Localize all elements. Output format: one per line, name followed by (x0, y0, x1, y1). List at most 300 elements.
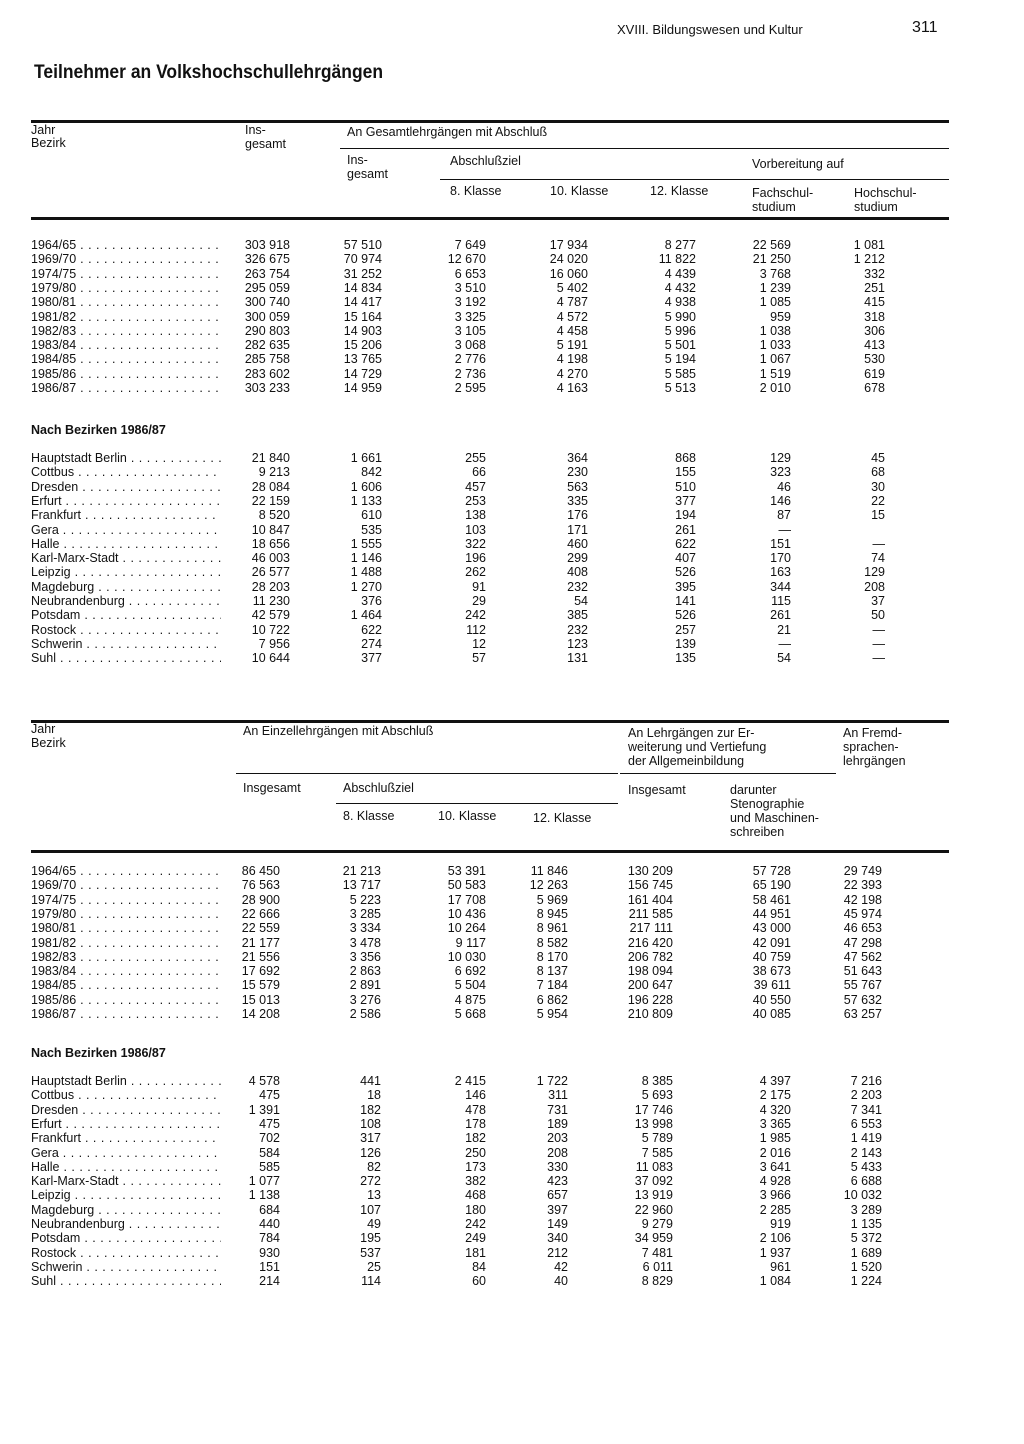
table-row (0, 352, 1024, 366)
table-cell: 17 692 (241, 964, 280, 979)
table-cell: 74 (871, 551, 885, 566)
col-header-vorbereitung: Vorbereitung auf (752, 157, 844, 171)
table-cell: 8 829 (641, 1274, 673, 1289)
table-cell: 1 033 (759, 338, 791, 353)
table-cell: 6 692 (454, 964, 486, 979)
col-header-darunter-3: und Maschinen- (730, 811, 819, 825)
table-cell: 57 (472, 651, 486, 666)
table-cell: 6 653 (454, 266, 486, 281)
table-cell: 1 084 (759, 1274, 791, 1289)
table-cell: 3 365 (759, 1116, 791, 1131)
col-header-bezirk: Bezirk (31, 136, 66, 150)
table-cell: 340 (547, 1231, 568, 1246)
table-row (0, 921, 1024, 935)
table-cell: 657 (547, 1188, 568, 1203)
table-cell: 919 (770, 1217, 791, 1231)
table-cell: 123 (567, 636, 588, 651)
table-cell: 14 959 (343, 381, 382, 395)
table-cell: 46 (777, 479, 791, 494)
row-label: Neubrandenburg . . . (31, 1217, 221, 1231)
header-bottom-rule (31, 850, 949, 853)
table-row (0, 1131, 1024, 1145)
table-cell: 232 (567, 622, 588, 637)
table-cell: 15 579 (241, 978, 280, 993)
table-cell: 2 586 (349, 1007, 381, 1021)
table-cell: 11 230 (252, 594, 290, 608)
row-label: 1985/86 . . . (31, 367, 221, 381)
table-cell: 2 010 (759, 381, 791, 395)
table-cell: 10 644 (251, 651, 290, 666)
table-cell: 5 501 (664, 338, 696, 353)
table-cell: 6 688 (850, 1174, 882, 1189)
table-cell: 182 (465, 1131, 486, 1146)
table-cell: 413 (864, 338, 885, 353)
table-row (0, 1074, 1024, 1088)
table-cell: 323 (770, 465, 791, 480)
table-cell: 10 264 (447, 921, 486, 936)
table-cell: 129 (770, 451, 791, 465)
table-cell: 6 011 (642, 1259, 673, 1274)
table-cell: 5 990 (664, 309, 696, 324)
header-rule (440, 179, 949, 180)
table-cell: 5 513 (664, 381, 696, 395)
col-header-hochschul-2: studium (854, 200, 898, 214)
table-cell: 14 729 (343, 366, 382, 381)
table-cell: 13 717 (342, 878, 381, 893)
table-cell: 82 (367, 1159, 381, 1174)
table-cell: — (872, 651, 885, 666)
table-cell: 18 (367, 1088, 381, 1103)
table-cell: 344 (770, 579, 791, 594)
table-cell: 54 (574, 594, 588, 608)
table-cell: 2 736 (454, 366, 486, 381)
table-cell: 5 433 (850, 1159, 882, 1174)
table-cell: 249 (465, 1231, 486, 1246)
col-header-insgesamt-2: Insgesamt (628, 783, 686, 797)
table-cell: — (872, 636, 885, 651)
table-cell: 4 458 (556, 323, 588, 338)
table-cell: 2 143 (850, 1145, 882, 1160)
table-cell: 261 (770, 608, 791, 623)
table-cell: 242 (465, 1217, 486, 1231)
col-header-kl10: 10. Klasse (550, 184, 609, 198)
table-cell: 407 (675, 551, 696, 566)
table-cell: 43 000 (752, 921, 791, 936)
table-cell: 129 (864, 565, 885, 580)
table-cell: 130 209 (627, 864, 673, 878)
table-cell: 51 643 (843, 964, 882, 979)
table-cell: 326 675 (244, 252, 290, 267)
table-row (0, 281, 1024, 295)
row-label: Gera . . . (31, 523, 221, 537)
table-cell: 55 767 (843, 978, 882, 993)
table-cell: 37 (871, 594, 885, 608)
table-cell: 21 177 (241, 935, 280, 950)
row-label: 1964/65 . . . (31, 238, 221, 252)
table-cell: 8 945 (536, 906, 568, 921)
table-cell: 317 (360, 1131, 381, 1146)
table-cell: 9 279 (641, 1217, 673, 1231)
table-cell: 535 (361, 522, 382, 537)
table-cell: 622 (675, 536, 696, 551)
table-row (0, 978, 1024, 992)
table-row (0, 238, 1024, 252)
table-row (0, 637, 1024, 651)
table-row (0, 864, 1024, 878)
table-cell: 58 461 (752, 892, 791, 907)
table-cell: 16 060 (549, 266, 588, 281)
table-cell: 1 077 (248, 1174, 280, 1189)
table-cell: 5 223 (349, 892, 381, 907)
row-label: 1974/75 . . . (31, 267, 221, 281)
table-cell: 15 013 (241, 992, 280, 1007)
row-label: 1969/70 . . . (31, 878, 221, 892)
row-label: 1974/75 . . . (31, 893, 221, 907)
table-cell: 176 (567, 508, 588, 523)
table-cell: 257 (675, 622, 696, 637)
table-cell: 131 (567, 651, 588, 666)
table-cell: 1 606 (350, 479, 382, 494)
table-cell: — (872, 622, 885, 637)
table-cell: 11 846 (530, 864, 568, 878)
row-label: Cottbus . . . (31, 465, 221, 479)
table-cell: 2 863 (349, 964, 381, 979)
table-cell: 1 270 (350, 579, 382, 594)
table-cell: 2 175 (759, 1088, 791, 1103)
table-cell: 4 432 (664, 280, 696, 295)
header-bottom-rule (31, 217, 949, 220)
table-cell: 139 (675, 636, 696, 651)
col-header-erweiterung: An Lehrgängen zur Er- (628, 726, 755, 740)
table-row (0, 494, 1024, 508)
table-cell: 8 137 (536, 964, 568, 979)
table-top-rule (31, 720, 949, 723)
table-row (0, 907, 1024, 921)
table-cell: 1 519 (759, 366, 791, 381)
table-cell: 300 059 (244, 309, 290, 324)
table-row (0, 480, 1024, 494)
table-cell: 5 954 (536, 1007, 568, 1021)
table-cell: 112 (466, 622, 486, 637)
table-cell: 214 (259, 1274, 280, 1289)
table-cell: 251 (864, 280, 885, 295)
table-cell: 196 (465, 551, 486, 566)
table-cell: 22 666 (241, 906, 280, 921)
table-cell: 42 579 (251, 608, 290, 623)
table-cell: 4 397 (759, 1074, 791, 1088)
table-cell: 1 138 (248, 1188, 280, 1203)
col-header-insgesamt: Ins- (245, 123, 266, 137)
table-top-rule (31, 120, 949, 123)
table-cell: 272 (360, 1174, 381, 1189)
table-cell: 311 (548, 1088, 568, 1103)
row-label: 1982/83 . . . (31, 324, 221, 338)
table-row (0, 465, 1024, 479)
row-label: 1979/80 . . . (31, 907, 221, 921)
table-cell: 7 649 (454, 238, 486, 252)
table-cell: 5 969 (536, 892, 568, 907)
table-row (0, 565, 1024, 579)
table-cell: 178 (465, 1116, 486, 1131)
table-cell: 7 481 (641, 1245, 673, 1260)
table-row (0, 1088, 1024, 1102)
table-cell: 382 (465, 1174, 486, 1189)
table-cell: 198 094 (627, 964, 673, 979)
table-cell: 14 208 (241, 1007, 280, 1021)
table-cell: 2 415 (454, 1074, 486, 1088)
table-cell: 115 (771, 594, 791, 608)
table-cell: 619 (864, 366, 885, 381)
table-cell: 14 417 (343, 295, 382, 310)
table-row (0, 964, 1024, 978)
table-cell: 151 (259, 1259, 280, 1274)
table-row (0, 310, 1024, 324)
table-cell: 1 464 (350, 608, 382, 623)
table-row (0, 893, 1024, 907)
table-cell: 684 (259, 1202, 280, 1217)
table-row (0, 950, 1024, 964)
col-header-einzellehrgaenge: An Einzellehrgängen mit Abschluß (243, 724, 434, 738)
row-label: Magdeburg . . . (31, 580, 221, 594)
table-cell: 29 749 (843, 864, 882, 878)
table-cell: 7 341 (850, 1102, 882, 1117)
table-cell: 182 (360, 1102, 381, 1117)
table-cell: 423 (547, 1174, 568, 1189)
table-cell: 40 759 (752, 949, 791, 964)
col-header-kl10: 10. Klasse (438, 809, 497, 823)
row-label: Frankfurt . . . (31, 1131, 221, 1145)
col-header-fachschul-2: studium (752, 200, 796, 214)
table-cell: 1 937 (759, 1245, 791, 1260)
table-cell: 25 (367, 1259, 381, 1274)
table-cell: 274 (361, 636, 382, 651)
table-cell: 4 270 (556, 366, 588, 381)
table-cell: 38 673 (752, 964, 791, 979)
row-label: Cottbus . . . (31, 1088, 221, 1102)
table-cell: 415 (864, 295, 885, 310)
table-cell: 47 298 (843, 935, 882, 950)
row-label: Dresden . . . (31, 480, 221, 494)
table-cell: 1 722 (536, 1074, 568, 1088)
table-cell: 34 959 (634, 1231, 673, 1246)
row-label: Dresden . . . (31, 1103, 221, 1117)
table-cell: 194 (675, 508, 696, 523)
row-label: Schwerin . . . (31, 637, 221, 651)
table-cell: 57 728 (752, 864, 791, 878)
table-cell: 40 550 (752, 992, 791, 1007)
table-row (0, 580, 1024, 594)
table-cell: 2 595 (454, 381, 486, 395)
row-label: Halle . . . (31, 1160, 221, 1174)
row-label: Hauptstadt Berlin . . . (31, 1074, 221, 1088)
row-label: 1969/70 . . . (31, 252, 221, 266)
table-cell: 42 (554, 1259, 568, 1274)
col-header-kl8: 8. Klasse (343, 809, 395, 823)
table-cell: 1 661 (350, 451, 382, 465)
table-cell: 678 (864, 381, 885, 395)
table-cell: 3 641 (759, 1159, 791, 1174)
col-header-insgesamt-sub-2: gesamt (347, 167, 388, 181)
table-cell: 1 488 (350, 565, 382, 580)
page-number: 311 (912, 19, 938, 36)
table-cell: 10 847 (251, 522, 290, 537)
table-cell: 3 192 (454, 295, 486, 310)
table-cell: 377 (675, 493, 696, 508)
table-cell: 10 722 (251, 622, 290, 637)
table-cell: 22 393 (843, 878, 882, 893)
table-cell: 4 938 (664, 295, 696, 310)
row-label: 1986/87 . . . (31, 381, 221, 395)
header-rule (340, 148, 949, 149)
table-cell: 584 (259, 1145, 280, 1160)
row-label: Erfurt . . . (31, 1117, 221, 1131)
table-cell: 478 (465, 1102, 486, 1117)
row-label: 1984/85 . . . (31, 978, 221, 992)
table-cell: 8 520 (258, 508, 290, 523)
table-cell: 45 974 (843, 906, 882, 921)
table-cell: 961 (770, 1259, 791, 1274)
table-cell: 10 436 (447, 906, 486, 921)
row-label: Magdeburg . . . (31, 1203, 221, 1217)
table-cell: 475 (259, 1116, 280, 1131)
table-cell: — (778, 522, 791, 537)
table-row (0, 1160, 1024, 1174)
table-cell: 1 689 (850, 1245, 882, 1260)
table-cell: 1 067 (759, 352, 791, 367)
table-cell: 84 (472, 1259, 486, 1274)
row-label: Rostock . . . (31, 1246, 221, 1260)
table-row (0, 1246, 1024, 1260)
table-cell: 510 (675, 479, 696, 494)
table-cell: 14 903 (343, 323, 382, 338)
col-header-kl12: 12. Klasse (650, 184, 709, 198)
table-cell: 5 191 (556, 338, 588, 353)
row-label: Karl-Marx-Stadt . . . (31, 1174, 221, 1188)
table-cell: 203 (547, 1131, 568, 1146)
table-cell: 3 768 (759, 266, 791, 281)
table-cell: 86 450 (241, 864, 280, 878)
table-cell: 63 257 (843, 1007, 882, 1021)
table-cell: 1 391 (248, 1102, 280, 1117)
table-cell: 6 553 (850, 1116, 882, 1131)
table-cell: 3 510 (454, 280, 486, 295)
table-cell: 42 091 (752, 935, 791, 950)
table-cell: 5 585 (664, 366, 696, 381)
table-cell: 22 (871, 493, 885, 508)
table-cell: 8 961 (536, 921, 568, 936)
table-cell: 13 (367, 1188, 381, 1203)
row-label: Halle . . . (31, 537, 221, 551)
row-label: 1983/84 . . . (31, 964, 221, 978)
col-header-darunter-4: schreiben (730, 825, 785, 839)
table-cell: 135 (675, 651, 696, 666)
table-cell: 3 285 (349, 906, 381, 921)
table-cell: 68 (871, 465, 885, 480)
table-cell: 8 277 (664, 238, 696, 252)
table-cell: 530 (864, 352, 885, 367)
table-cell: 40 085 (752, 1007, 791, 1021)
table-cell: 28 203 (251, 579, 290, 594)
table-cell: 332 (864, 266, 885, 281)
row-label: Neubrandenburg . . . (31, 594, 221, 608)
table-cell: 1 520 (850, 1259, 882, 1274)
col-header-hochschul: Hochschul- (854, 186, 917, 200)
table-cell: 440 (259, 1217, 280, 1231)
table-cell: 262 (465, 565, 486, 580)
table-cell: 385 (567, 608, 588, 623)
table-cell: 868 (675, 451, 696, 465)
table-cell: 173 (465, 1159, 486, 1174)
table-cell: 2 285 (759, 1202, 791, 1217)
table-cell: 30 (871, 479, 885, 494)
table-cell: 5 372 (850, 1231, 882, 1246)
table-row (0, 623, 1024, 637)
table-cell: 3 325 (454, 309, 486, 324)
table-cell: 563 (567, 479, 588, 494)
table-row (0, 451, 1024, 465)
table-cell: 108 (360, 1116, 381, 1131)
table-cell: 208 (864, 579, 885, 594)
table-cell: 959 (770, 309, 791, 324)
table-cell: 2 891 (349, 978, 381, 993)
table-row (0, 338, 1024, 352)
table-row (0, 1217, 1024, 1231)
table-cell: 50 583 (447, 878, 486, 893)
table-cell: 7 216 (850, 1074, 882, 1088)
table-cell: 39 611 (753, 978, 791, 993)
table-cell: 300 740 (244, 295, 290, 310)
table-row (0, 551, 1024, 565)
row-label: Leipzig . . . (31, 1188, 221, 1202)
table-cell: 21 (777, 622, 791, 637)
table-cell: 3 478 (349, 935, 381, 950)
row-label: 1981/82 . . . (31, 310, 221, 324)
row-label: Hauptstadt Berlin . . . (31, 451, 221, 465)
table-cell: 210 809 (627, 1007, 673, 1021)
table-cell: 4 572 (556, 309, 588, 324)
row-label: 1981/82 . . . (31, 936, 221, 950)
table-cell: 216 420 (627, 935, 673, 950)
table-cell: 299 (567, 551, 588, 566)
table-cell: 47 562 (843, 949, 882, 964)
table-cell: 28 900 (241, 892, 280, 907)
table-cell: 65 190 (752, 878, 791, 893)
section-header: XVIII. Bildungswesen und Kultur (617, 22, 803, 37)
table-cell: 1 239 (759, 280, 791, 295)
table-row (0, 651, 1024, 665)
table-row (0, 1274, 1024, 1288)
table-cell: 585 (259, 1159, 280, 1174)
table-cell: 46 003 (251, 551, 290, 566)
table-cell: 5 668 (454, 1007, 486, 1021)
col-header-kl8: 8. Klasse (450, 184, 502, 198)
col-header-abschlussziel: Abschlußziel (343, 781, 414, 795)
table-cell: 3 105 (454, 323, 486, 338)
table-cell: 161 404 (627, 892, 673, 907)
table-cell: 335 (567, 493, 588, 508)
table-cell: 731 (547, 1102, 568, 1117)
table-row (0, 1007, 1024, 1021)
row-label: 1980/81 . . . (31, 921, 221, 935)
table-row (0, 594, 1024, 608)
table-cell: 13 919 (634, 1188, 673, 1203)
table-row (0, 523, 1024, 537)
table-cell: 50 (871, 608, 885, 623)
table-row (0, 878, 1024, 892)
table-cell: 49 (367, 1217, 381, 1231)
table-cell: 1 085 (759, 295, 791, 310)
table-cell: 146 (770, 493, 791, 508)
